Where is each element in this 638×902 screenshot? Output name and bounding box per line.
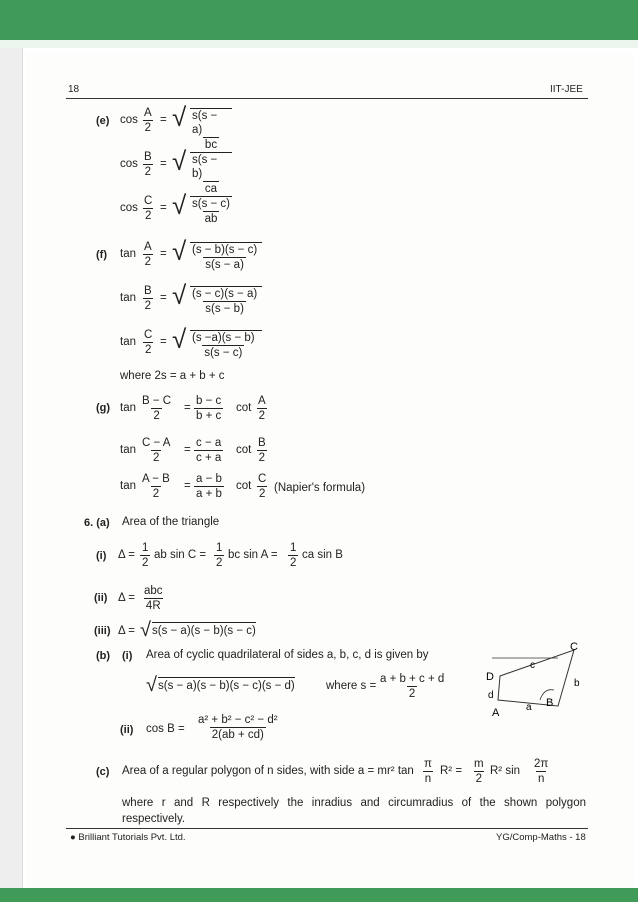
vertex-C: C (570, 641, 578, 653)
cyclic-quadrilateral-diagram (478, 640, 590, 720)
where-s-text: where 2s = a + b + c (120, 370, 225, 382)
vertex-B: B (546, 697, 554, 709)
label-e: (e) (96, 115, 110, 127)
bullet-icon: ● (70, 832, 79, 843)
sqrt-icon: √ (146, 674, 157, 696)
side-b: b (574, 678, 580, 689)
side-d: d (488, 690, 494, 701)
label-b: (b) (96, 650, 111, 662)
polygon-note: where r and R respectively the inradius and circumradius of the shown polygon respectively. (122, 797, 586, 825)
area-title: Area of the triangle (122, 516, 220, 528)
label-6a: 6. (a) (84, 517, 110, 529)
label-g: (g) (96, 402, 111, 414)
sqrt-icon: √ (172, 146, 187, 176)
label-c: (c) (96, 766, 110, 778)
scan-border-bottom (0, 888, 638, 902)
side-a: a (526, 702, 532, 713)
footer-right: YG/Comp-Maths - 18 (496, 832, 586, 843)
label-ii: (ii) (94, 592, 108, 604)
header-rule (66, 98, 588, 99)
label-b-ii: (ii) (120, 724, 134, 736)
page-number: 18 (68, 84, 80, 95)
sqrt-icon: √ (172, 324, 187, 354)
label-iii: (iii) (94, 625, 111, 637)
sqrt-icon: √ (172, 190, 187, 220)
vertex-D: D (486, 671, 494, 683)
header-title: IIT-JEE (550, 84, 583, 95)
sqrt-icon: √ (140, 619, 151, 641)
sqrt-icon: √ (172, 236, 187, 266)
side-c: c (530, 660, 535, 671)
scan-border-left (0, 48, 23, 888)
label-i: (i) (96, 550, 107, 562)
label-f: (f) (96, 249, 107, 261)
sqrt-icon: √ (172, 280, 187, 310)
napier-note: (Napier's formula) (274, 482, 366, 494)
scan-strip (0, 40, 638, 52)
footer-left: ● Brilliant Tutorials Pvt. Ltd. (70, 832, 186, 843)
footer-rule (66, 828, 588, 829)
sqrt-icon: √ (172, 102, 187, 132)
cyclic-quad-text: Area of cyclic quadrilateral of sides a, b, c, d is given by (146, 649, 429, 661)
label-b-i: (i) (122, 650, 133, 662)
vertex-A: A (492, 707, 500, 719)
